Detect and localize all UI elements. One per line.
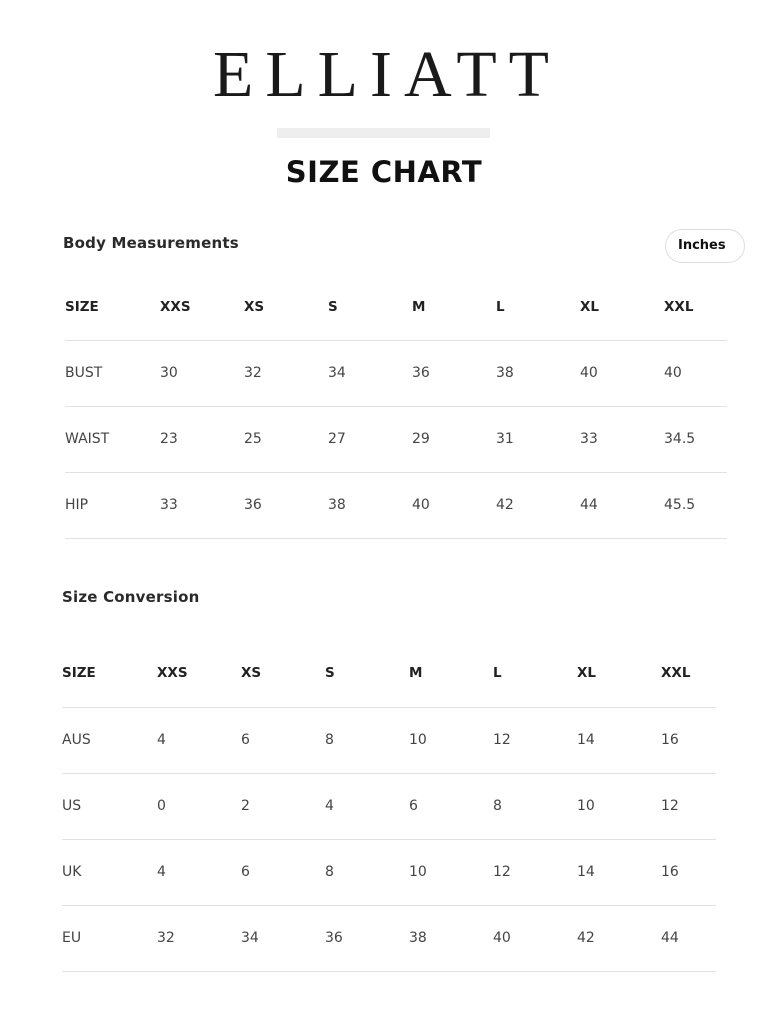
header-cell: XS <box>241 665 262 682</box>
table-cell: 40 <box>493 930 511 946</box>
header-cell: L <box>496 298 505 315</box>
table-cell: 36 <box>412 365 430 381</box>
header-cell: XXS <box>157 665 188 682</box>
row-label: AUS <box>62 732 91 748</box>
row-label: UK <box>62 864 82 880</box>
table-row-us <box>62 773 716 839</box>
row-label: HIP <box>65 497 89 513</box>
table-cell: 8 <box>325 732 334 748</box>
table-cell: 34.5 <box>664 431 696 447</box>
table-row-uk <box>62 839 716 905</box>
table-cell: 12 <box>493 732 511 748</box>
table-cell: 34 <box>328 365 346 381</box>
table-cell: 6 <box>241 732 250 748</box>
table-cell: 0 <box>157 798 166 814</box>
table-cell: 2 <box>241 798 250 814</box>
row-label: WAIST <box>65 431 110 447</box>
table-cell: 14 <box>577 864 595 880</box>
row-label: US <box>62 798 82 814</box>
table-row-eu <box>62 905 716 971</box>
table-cell: 4 <box>157 732 166 748</box>
table-cell: 10 <box>409 864 427 880</box>
table-cell: 4 <box>325 798 334 814</box>
header-cell: XS <box>244 298 265 315</box>
table-cell: 36 <box>244 497 262 513</box>
table-cell: 30 <box>160 365 178 381</box>
table-cell: 12 <box>661 798 679 814</box>
table-cell: 10 <box>409 732 427 748</box>
row-label: EU <box>62 930 82 946</box>
table-cell: 27 <box>328 431 346 447</box>
header-cell: S <box>328 298 338 315</box>
table-cell: 10 <box>577 798 595 814</box>
table-cell: 33 <box>580 431 598 447</box>
header-cell: S <box>325 665 335 682</box>
table-cell: 16 <box>661 732 679 748</box>
table-cell: 36 <box>325 930 343 946</box>
table-cell: 45.5 <box>664 497 696 513</box>
table-header-row <box>65 274 727 340</box>
table-row-hip <box>65 472 727 538</box>
table-cell: 14 <box>577 732 595 748</box>
header-cell: XL <box>580 298 600 315</box>
unit-toggle-button[interactable]: Inches <box>665 229 745 263</box>
table-cell: 40 <box>580 365 598 381</box>
table-cell: 4 <box>157 864 166 880</box>
table-cell: 38 <box>328 497 346 513</box>
header-cell: L <box>493 665 502 682</box>
table-cell: 40 <box>664 365 682 381</box>
table-cell: 31 <box>496 431 514 447</box>
table-cell: 25 <box>244 431 262 447</box>
row-label: BUST <box>65 365 103 381</box>
table-cell: 44 <box>580 497 598 513</box>
header-cell: XL <box>577 665 597 682</box>
header-cell: M <box>412 298 426 315</box>
table-cell: 42 <box>496 497 514 513</box>
size-conversion-table <box>62 640 716 972</box>
body-measurements-title: Body Measurements <box>63 234 239 252</box>
body-measurements-table <box>65 274 727 539</box>
table-cell: 23 <box>160 431 178 447</box>
table-cell: 33 <box>160 497 178 513</box>
header-cell: XXS <box>160 298 191 315</box>
size-conversion-title: Size Conversion <box>62 588 200 606</box>
table-cell: 42 <box>577 930 595 946</box>
table-header-row <box>62 640 716 707</box>
table-cell: 6 <box>241 864 250 880</box>
table-cell: 34 <box>241 930 259 946</box>
header-cell: XXL <box>661 665 691 682</box>
table-row-waist <box>65 406 727 472</box>
table-cell: 32 <box>157 930 175 946</box>
header-cell: M <box>409 665 423 682</box>
table-cell: 8 <box>493 798 502 814</box>
table-row-bust <box>65 340 727 406</box>
table-cell: 29 <box>412 431 430 447</box>
table-cell: 8 <box>325 864 334 880</box>
page-title: SIZE CHART <box>285 155 483 189</box>
table-cell: 44 <box>661 930 679 946</box>
table-cell: 38 <box>409 930 427 946</box>
table-row-aus <box>62 707 716 773</box>
table-cell: 16 <box>661 864 679 880</box>
table-cell: 32 <box>244 365 262 381</box>
table-cell: 40 <box>412 497 430 513</box>
table-cell: 6 <box>409 798 418 814</box>
table-cell: 38 <box>496 365 514 381</box>
header-cell: SIZE <box>62 665 96 682</box>
decorative-divider <box>277 128 490 138</box>
header-cell: SIZE <box>65 298 99 315</box>
table-cell: 12 <box>493 864 511 880</box>
header-cell: XXL <box>664 298 694 315</box>
brand-logo: ELLIATT <box>213 38 561 111</box>
